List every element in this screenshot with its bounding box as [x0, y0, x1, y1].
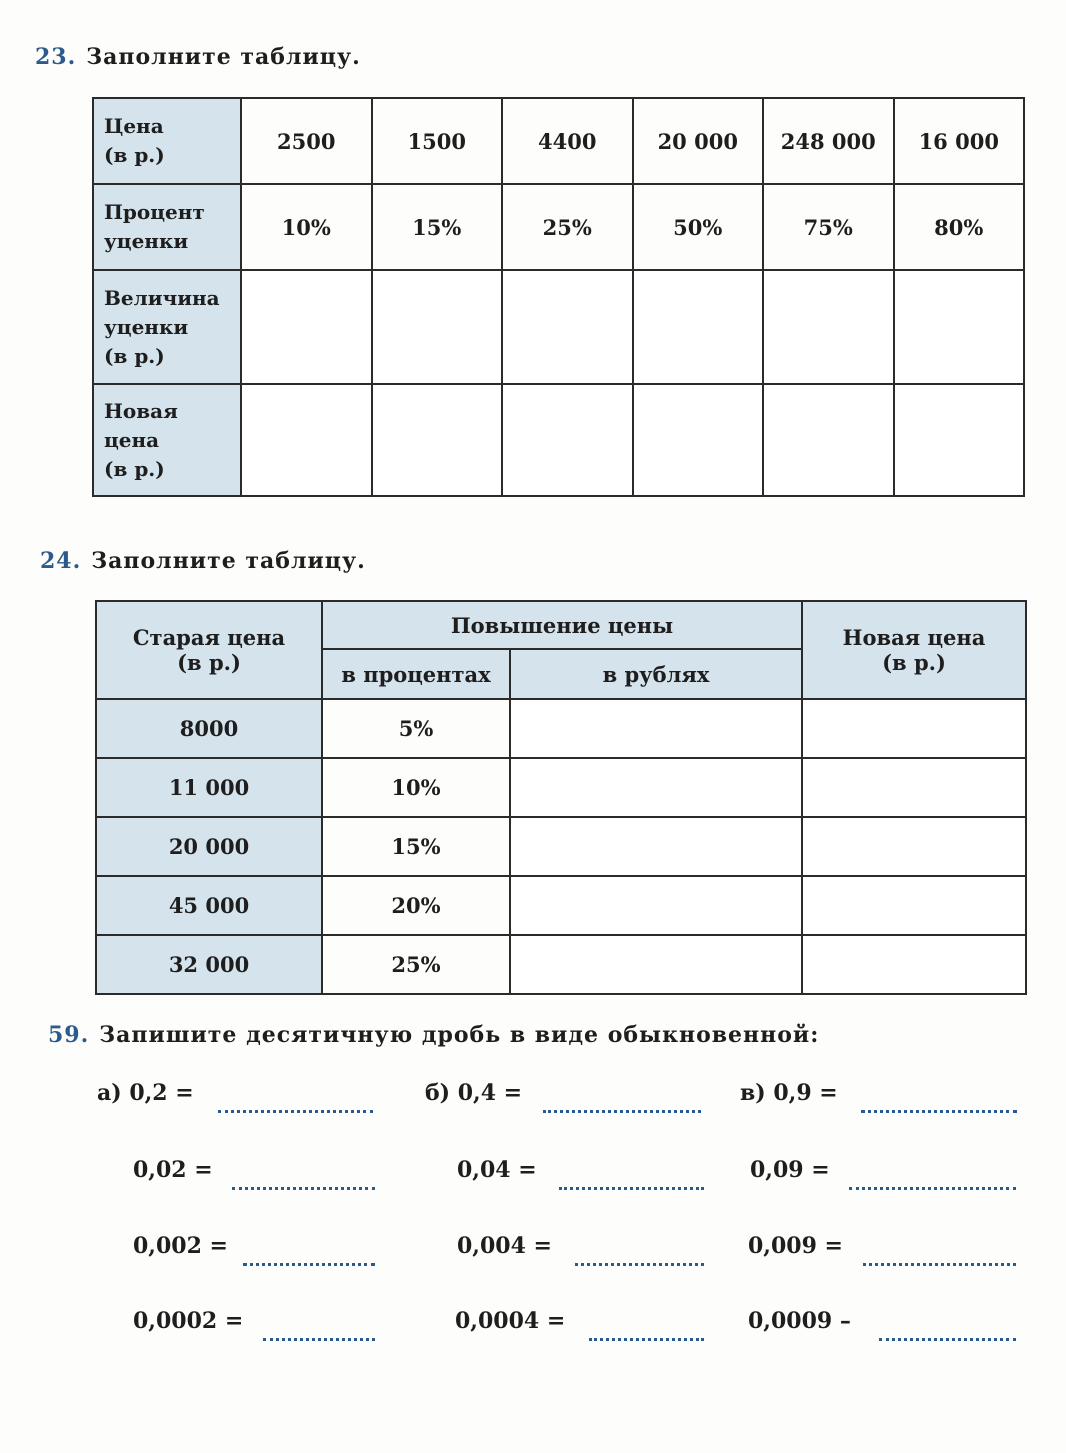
- table-row: [96, 699, 1026, 758]
- exercise-23-instruction: Заполните таблицу.: [86, 44, 361, 70]
- fraction-expression: 0,02 =: [133, 1157, 213, 1183]
- old-price-cell: 32 000: [96, 935, 322, 994]
- percent-cell: 5%: [322, 699, 510, 758]
- old-price-cell: 8000: [96, 699, 322, 758]
- exercise-59-instruction: Запишите десятичную дробь в виде обыкновенной:: [99, 1022, 820, 1048]
- fraction-expression: 0,0009 –: [748, 1308, 851, 1334]
- exercise-24-title: [40, 548, 366, 574]
- answer-blank[interactable]: [559, 1187, 704, 1190]
- new-price-header: Новая цена (в р.): [802, 601, 1026, 699]
- old-price-cell: 45 000: [96, 876, 322, 935]
- price-cell: 20 000: [633, 98, 764, 184]
- answer-blank[interactable]: [218, 1110, 373, 1113]
- answer-blank[interactable]: [849, 1187, 1016, 1190]
- percent-cell: 20%: [322, 876, 510, 935]
- price-cell: 1500: [372, 98, 503, 184]
- price-cell: 4400: [502, 98, 633, 184]
- header-row-1: [96, 601, 1026, 649]
- exercise-24-table: [95, 600, 1027, 995]
- old-price-cell: 11 000: [96, 758, 322, 817]
- percent-cell: 75%: [763, 184, 894, 270]
- answer-cell[interactable]: [502, 384, 633, 496]
- in-percent-header: в процентах: [322, 649, 510, 699]
- fraction-expression: в) 0,9 =: [740, 1080, 838, 1106]
- percent-row-header: Процент уценки: [93, 184, 241, 270]
- percent-cell: 15%: [322, 817, 510, 876]
- answer-cell[interactable]: [372, 270, 503, 384]
- exercise-23-table: [92, 97, 1025, 497]
- answer-cell[interactable]: [502, 270, 633, 384]
- answer-cell[interactable]: [802, 876, 1026, 935]
- exercise-24-instruction: Заполните таблицу.: [91, 548, 366, 574]
- answer-blank[interactable]: [543, 1110, 701, 1113]
- fraction-row: [95, 1157, 1035, 1207]
- answer-blank[interactable]: [863, 1263, 1016, 1266]
- markdown-amount-row: [93, 270, 1024, 384]
- new-price-row-header: Новая цена (в р.): [93, 384, 241, 496]
- percent-cell: 15%: [372, 184, 503, 270]
- percent-cell: 25%: [502, 184, 633, 270]
- answer-cell[interactable]: [894, 384, 1025, 496]
- answer-cell[interactable]: [802, 699, 1026, 758]
- answer-blank[interactable]: [243, 1263, 375, 1266]
- percent-cell: 80%: [894, 184, 1025, 270]
- answer-cell[interactable]: [241, 270, 372, 384]
- answer-cell[interactable]: [241, 384, 372, 496]
- answer-cell[interactable]: [510, 699, 802, 758]
- percent-cell: 10%: [241, 184, 372, 270]
- price-cell: 248 000: [763, 98, 894, 184]
- answer-cell[interactable]: [633, 384, 764, 496]
- table-row: [96, 935, 1026, 994]
- answer-cell[interactable]: [894, 270, 1025, 384]
- fraction-expression: 0,002 =: [133, 1233, 228, 1259]
- old-price-header: Старая цена (в р.): [96, 601, 322, 699]
- fraction-expression: а) 0,2 =: [97, 1080, 194, 1106]
- exercise-59-title: [48, 1022, 819, 1048]
- exercise-23-number: 23.: [35, 44, 77, 70]
- answer-blank[interactable]: [879, 1338, 1016, 1341]
- answer-cell[interactable]: [510, 935, 802, 994]
- fraction-expression: 0,0004 =: [455, 1308, 566, 1334]
- price-row: [93, 98, 1024, 184]
- in-rubles-header: в рублях: [510, 649, 802, 699]
- price-row-header: Цена (в р.): [93, 98, 241, 184]
- price-increase-header: Повышение цены: [322, 601, 802, 649]
- price-cell: 16 000: [894, 98, 1025, 184]
- fraction-row: [95, 1233, 1035, 1283]
- answer-blank[interactable]: [232, 1187, 375, 1190]
- fraction-row: [95, 1080, 1035, 1130]
- answer-cell[interactable]: [510, 876, 802, 935]
- fraction-expression: 0,004 =: [457, 1233, 552, 1259]
- new-price-row: [93, 384, 1024, 496]
- answer-blank[interactable]: [589, 1338, 704, 1341]
- answer-cell[interactable]: [763, 270, 894, 384]
- fraction-expression: 0,09 =: [750, 1157, 830, 1183]
- markdown-amount-row-header: Величина уценки (в р.): [93, 270, 241, 384]
- answer-blank[interactable]: [861, 1110, 1017, 1113]
- percent-cell: 50%: [633, 184, 764, 270]
- fraction-row: [95, 1308, 1035, 1358]
- answer-cell[interactable]: [802, 935, 1026, 994]
- exercise-24-number: 24.: [40, 548, 82, 574]
- percent-cell: 10%: [322, 758, 510, 817]
- fraction-expression: 0,009 =: [748, 1233, 843, 1259]
- old-price-cell: 20 000: [96, 817, 322, 876]
- table-row: [96, 817, 1026, 876]
- fraction-expression: б) 0,4 =: [425, 1080, 523, 1106]
- table-row: [96, 758, 1026, 817]
- answer-blank[interactable]: [263, 1338, 375, 1341]
- percent-row: [93, 184, 1024, 270]
- percent-cell: 25%: [322, 935, 510, 994]
- fraction-expression: 0,04 =: [457, 1157, 537, 1183]
- exercise-23-title: [35, 44, 361, 70]
- answer-cell[interactable]: [510, 817, 802, 876]
- table-row: [96, 876, 1026, 935]
- answer-cell[interactable]: [510, 758, 802, 817]
- answer-cell[interactable]: [633, 270, 764, 384]
- price-cell: 2500: [241, 98, 372, 184]
- answer-cell[interactable]: [802, 817, 1026, 876]
- fraction-expression: 0,0002 =: [133, 1308, 244, 1334]
- answer-cell[interactable]: [802, 758, 1026, 817]
- answer-cell[interactable]: [372, 384, 503, 496]
- exercise-59-number: 59.: [48, 1022, 90, 1048]
- answer-blank[interactable]: [575, 1263, 704, 1266]
- answer-cell[interactable]: [763, 384, 894, 496]
